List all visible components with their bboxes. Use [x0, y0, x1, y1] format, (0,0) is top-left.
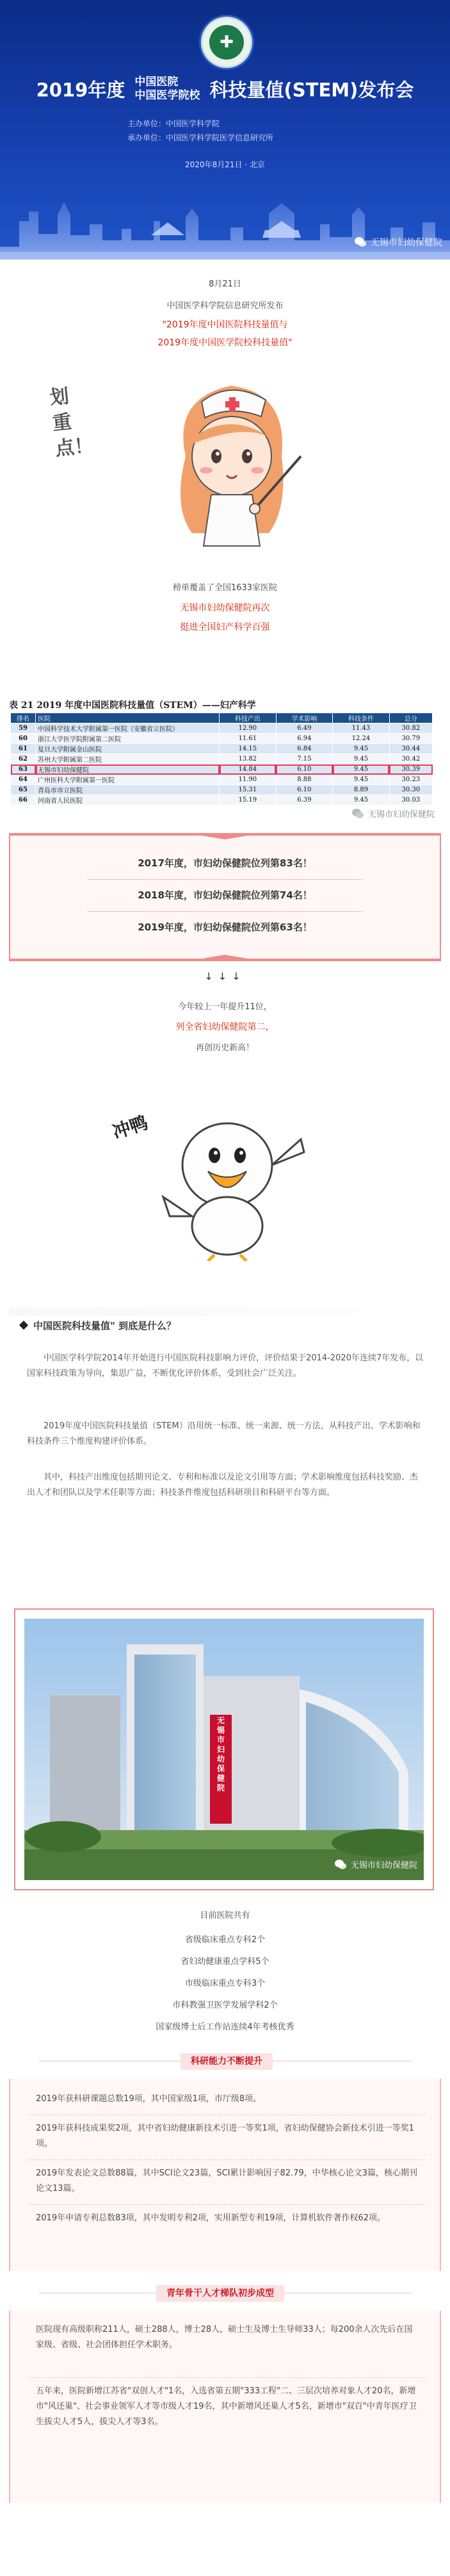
result-2018: 2018年度，市妇幼保健院位列第74名！	[138, 889, 312, 901]
intro-quote1: "2019年度中国医院科技量值与	[162, 320, 288, 330]
cell-output: 13.82	[220, 754, 277, 764]
result-2017: 2017年度，市妇幼保健院位列第83名！	[138, 857, 312, 869]
research-item: 2019年获科研课题总数19项，其中国家级1项，市厅级8项。	[36, 2094, 262, 2104]
cell-hospital: 复旦大学附属金山医院	[36, 744, 220, 754]
department-item: 市级临床重点专科3个	[184, 1979, 266, 1988]
banner	[0, 0, 450, 260]
talent-pill-row	[0, 2285, 450, 2302]
department-item: 省妇幼健康重点学科5个	[181, 1957, 269, 1967]
photo-watermark	[334, 1858, 417, 1870]
down-arrows: ↓↓↓	[204, 970, 246, 982]
cell-impact: 6.10	[276, 764, 333, 775]
cell-impact: 6.39	[276, 795, 333, 805]
photo-watermark-text: 无锡市妇幼保健院	[350, 1861, 417, 1870]
result-divider	[87, 879, 362, 880]
organizer-value: 中国医学科学院医学信息研究所	[166, 133, 274, 142]
table-row	[11, 785, 433, 795]
cell-rank: 60	[11, 734, 36, 744]
research-pill: 科研能力不断提升	[181, 2053, 273, 2070]
cell-output: 14.84	[220, 764, 277, 775]
cell-hospital: 河南省人民医院	[36, 795, 220, 805]
table-watermark-text: 无锡市妇幼保健院	[367, 810, 435, 820]
cell-total: 30.30	[389, 785, 432, 795]
talent-item: 五年来，医院新增江苏省"双创人才"1名，入选省第五期"333工程"二、三层次培养对象人才20名，新增市"风还巢"、社会事业领军人才等市级人才19名，其中新增风还巢人才5名，新增市"双百"中青年医疗卫生拔尖人才5人，拔尖人才等3名。	[36, 2386, 417, 2427]
ranked-line: 榜单覆盖了全国1633家医院	[172, 583, 278, 593]
cell-hospital: 广州医科大学附属第一医院	[36, 775, 220, 785]
cell-impact: 7.15	[276, 754, 333, 764]
banner-year: 2019年度	[36, 79, 125, 101]
cell-output: 15.31	[220, 785, 277, 795]
table-row	[11, 734, 433, 744]
cell-total: 30.82	[389, 723, 432, 734]
cartoon-callout: 划重点！	[49, 385, 95, 461]
banner-dateline: 2020年8月21日 · 北京	[185, 160, 265, 169]
cell-impact: 6.84	[276, 744, 333, 754]
cell-impact: 6.49	[276, 723, 333, 734]
wechat-icon	[334, 1859, 347, 1870]
row-divider	[28, 2159, 425, 2160]
table-title: 表 21 2019 年度中国医院科技量值（STEM）——妇产科学	[9, 700, 256, 711]
progress-line3: 再创历史新高！	[195, 1043, 254, 1053]
banner-orgs	[134, 76, 200, 103]
cell-rank: 65	[11, 785, 36, 795]
banner-org-1: 中国医院	[134, 76, 179, 88]
cell-condition: 9.45	[333, 775, 390, 785]
table-row	[11, 775, 433, 785]
banner-watermark-text: 无锡市妇幼保健院	[371, 238, 442, 248]
cell-output: 15.19	[220, 795, 277, 805]
departments-lead: 目前医院共有	[200, 1911, 250, 1920]
banner-info	[118, 117, 349, 145]
cell-impact: 6.10	[276, 785, 333, 795]
cell-hospital: 苏州大学附属第二医院	[36, 754, 220, 764]
highlight-line1: 无锡市妇幼保健院再次	[180, 603, 270, 613]
about-paragraph-1: 中国医学科学院2014年开始进行中国医院科技影响力评价，评价结果于2014-2020年连续7年发布，以国家科技政策为导向，集思广益，不断优化评价体系，受到社会广泛关注。	[27, 1353, 424, 1378]
nurse-cartoon-illustration	[109, 360, 352, 552]
cell-total: 30.44	[389, 744, 432, 754]
result-2019: 2019年度，市妇幼保健院位列第63名！	[138, 921, 312, 933]
talent-pill: 青年骨干人才梯队初步成型	[156, 2285, 284, 2302]
row-divider	[28, 2377, 425, 2378]
yearly-results-box	[9, 833, 441, 961]
cell-total: 30.03	[389, 795, 432, 805]
cell-condition: 12.24	[333, 734, 390, 744]
talent-box	[9, 2311, 441, 2503]
cell-condition: 9.45	[333, 754, 390, 764]
section-bar	[9, 1307, 441, 1316]
cell-rank: 66	[11, 795, 36, 805]
table-row	[11, 723, 433, 734]
research-item: 2019年发表论文总数88篇，其中SCI论文23篇，SCI累计影响因子82.79，中华核心论文3篇，核心期刊论文13篇。	[36, 2168, 417, 2193]
zigzag-border-bottom	[10, 955, 440, 961]
research-box	[9, 2079, 441, 2271]
intro-line1: 中国医学科学院信息研究所发布	[166, 301, 284, 311]
col-output: 科技产出	[220, 713, 277, 723]
col-hospital: 医院	[36, 713, 220, 723]
hosts-label: 主办单位 ：	[118, 117, 166, 131]
ranking-table	[10, 713, 433, 805]
research-item: 2019年获科技成果奖2项，其中省妇幼健康新技术引进一等奖1项，省妇幼保健协会新技术引进一等奖1项。	[36, 2124, 414, 2149]
building-sign: 无锡市妇幼保健院	[217, 1716, 225, 1792]
progress-line1: 今年较上一年提升11位，	[178, 1002, 272, 1012]
intro-quote2: 2019年度中国医学院校科技量值"	[157, 338, 293, 348]
col-total: 总分	[389, 713, 432, 723]
table-row	[11, 795, 433, 805]
cell-condition: 9.45	[333, 744, 390, 754]
col-condition: 科技条件	[333, 713, 390, 723]
cell-output: 11.90	[220, 775, 277, 785]
about-paragraph-3: 其中，科技产出维度包括期刊论文、专利和标准以及论文引用等方面；学术影响维度包括科技奖励、杰出人才和团队以及学术任职等方面；科技条件维度包括科研项目和科研平台等方面。	[27, 1473, 419, 1498]
cell-output: 11.61	[220, 734, 277, 744]
table-row	[11, 744, 433, 754]
table-row-highlighted	[11, 764, 433, 775]
intro-date: 8月21日	[209, 279, 241, 289]
cell-hospital: 青岛市市立医院	[36, 785, 220, 795]
result-divider	[87, 911, 362, 912]
hosts-value: 中国医学科学院	[166, 119, 220, 128]
banner-org-2: 中国医学院校	[134, 89, 200, 102]
research-pill-row	[0, 2053, 450, 2070]
cell-condition: 9.45	[333, 795, 390, 805]
col-rank: 排名	[11, 713, 36, 723]
table-watermark	[351, 807, 435, 820]
cell-hospital: 浙江大学医学院附属第二医院	[36, 734, 220, 744]
department-item: 国家级博士后工作站连续4年考核优秀	[156, 2022, 294, 2032]
about-paragraph-2: 2019年度中国医院科技量值（STEM）沿用统一标准、统一来源、统一方法，从科技产出、学术影响和科技条件三个维度构建评价体系。	[27, 1421, 421, 1446]
research-item: 2019年申请专利总数83项，其中发明专利2项，实用新型专利19项，计算机软件著作权62项。	[36, 2213, 385, 2223]
cell-total: 30.42	[389, 754, 432, 764]
cell-rank: 63	[11, 764, 36, 775]
duck-cartoon-illustration	[118, 1069, 330, 1261]
talent-item: 医院现有高级职称211人，硕士288人，博士28人，硕士生及博士生导师33人；每200余人次先后在国家级、省级、社会团体担任学术职务。	[36, 2325, 413, 2350]
hospital-photo-frame	[14, 1608, 434, 1890]
duck-callout: 冲鸭	[109, 1112, 151, 1143]
cell-output: 14.15	[220, 744, 277, 754]
table-row	[11, 754, 433, 764]
cell-hospital: 中国科学技术大学附属第一医院（安徽省立医院）	[36, 723, 220, 734]
banner-main-title: 科技量值(STEM)发布会	[209, 79, 414, 101]
cell-condition: 9.45	[333, 764, 390, 775]
cell-condition: 11.43	[333, 723, 390, 734]
progress-line2: 列全省妇幼保健院第二，	[175, 1022, 275, 1032]
department-item: 市科教强卫医学发展学科2个	[172, 2001, 278, 2010]
cell-total: 30.79	[389, 734, 432, 744]
organizer-label: 承办单位 ：	[118, 131, 166, 145]
cell-total: 30.23	[389, 775, 432, 785]
zigzag-border-top	[10, 833, 440, 839]
cell-rank: 62	[11, 754, 36, 764]
banner-title	[0, 76, 450, 103]
cell-impact: 8.88	[276, 775, 333, 785]
banner-watermark	[354, 236, 442, 249]
table-header-row	[11, 713, 433, 723]
cell-output: 12.90	[220, 723, 277, 734]
cell-rank: 59	[11, 723, 36, 734]
col-impact: 学术影响	[276, 713, 333, 723]
cams-emblem-icon: ✚	[201, 17, 252, 68]
wechat-icon	[351, 808, 364, 820]
row-divider	[28, 2204, 425, 2205]
about-heading: 中国医院科技量值" 到底是什么？	[20, 1319, 176, 1332]
cell-rank: 61	[11, 744, 36, 754]
cell-rank: 64	[11, 775, 36, 785]
cell-hospital: 无锡市妇幼保健院	[36, 764, 220, 775]
highlight-line2: 挺进全国妇产科学百强	[180, 622, 270, 632]
department-item: 省级临床重点专科2个	[184, 1935, 266, 1945]
wechat-icon	[354, 236, 367, 248]
cell-total: 30.39	[389, 764, 432, 775]
cell-impact: 6.94	[276, 734, 333, 744]
cell-condition: 8.89	[333, 785, 390, 795]
